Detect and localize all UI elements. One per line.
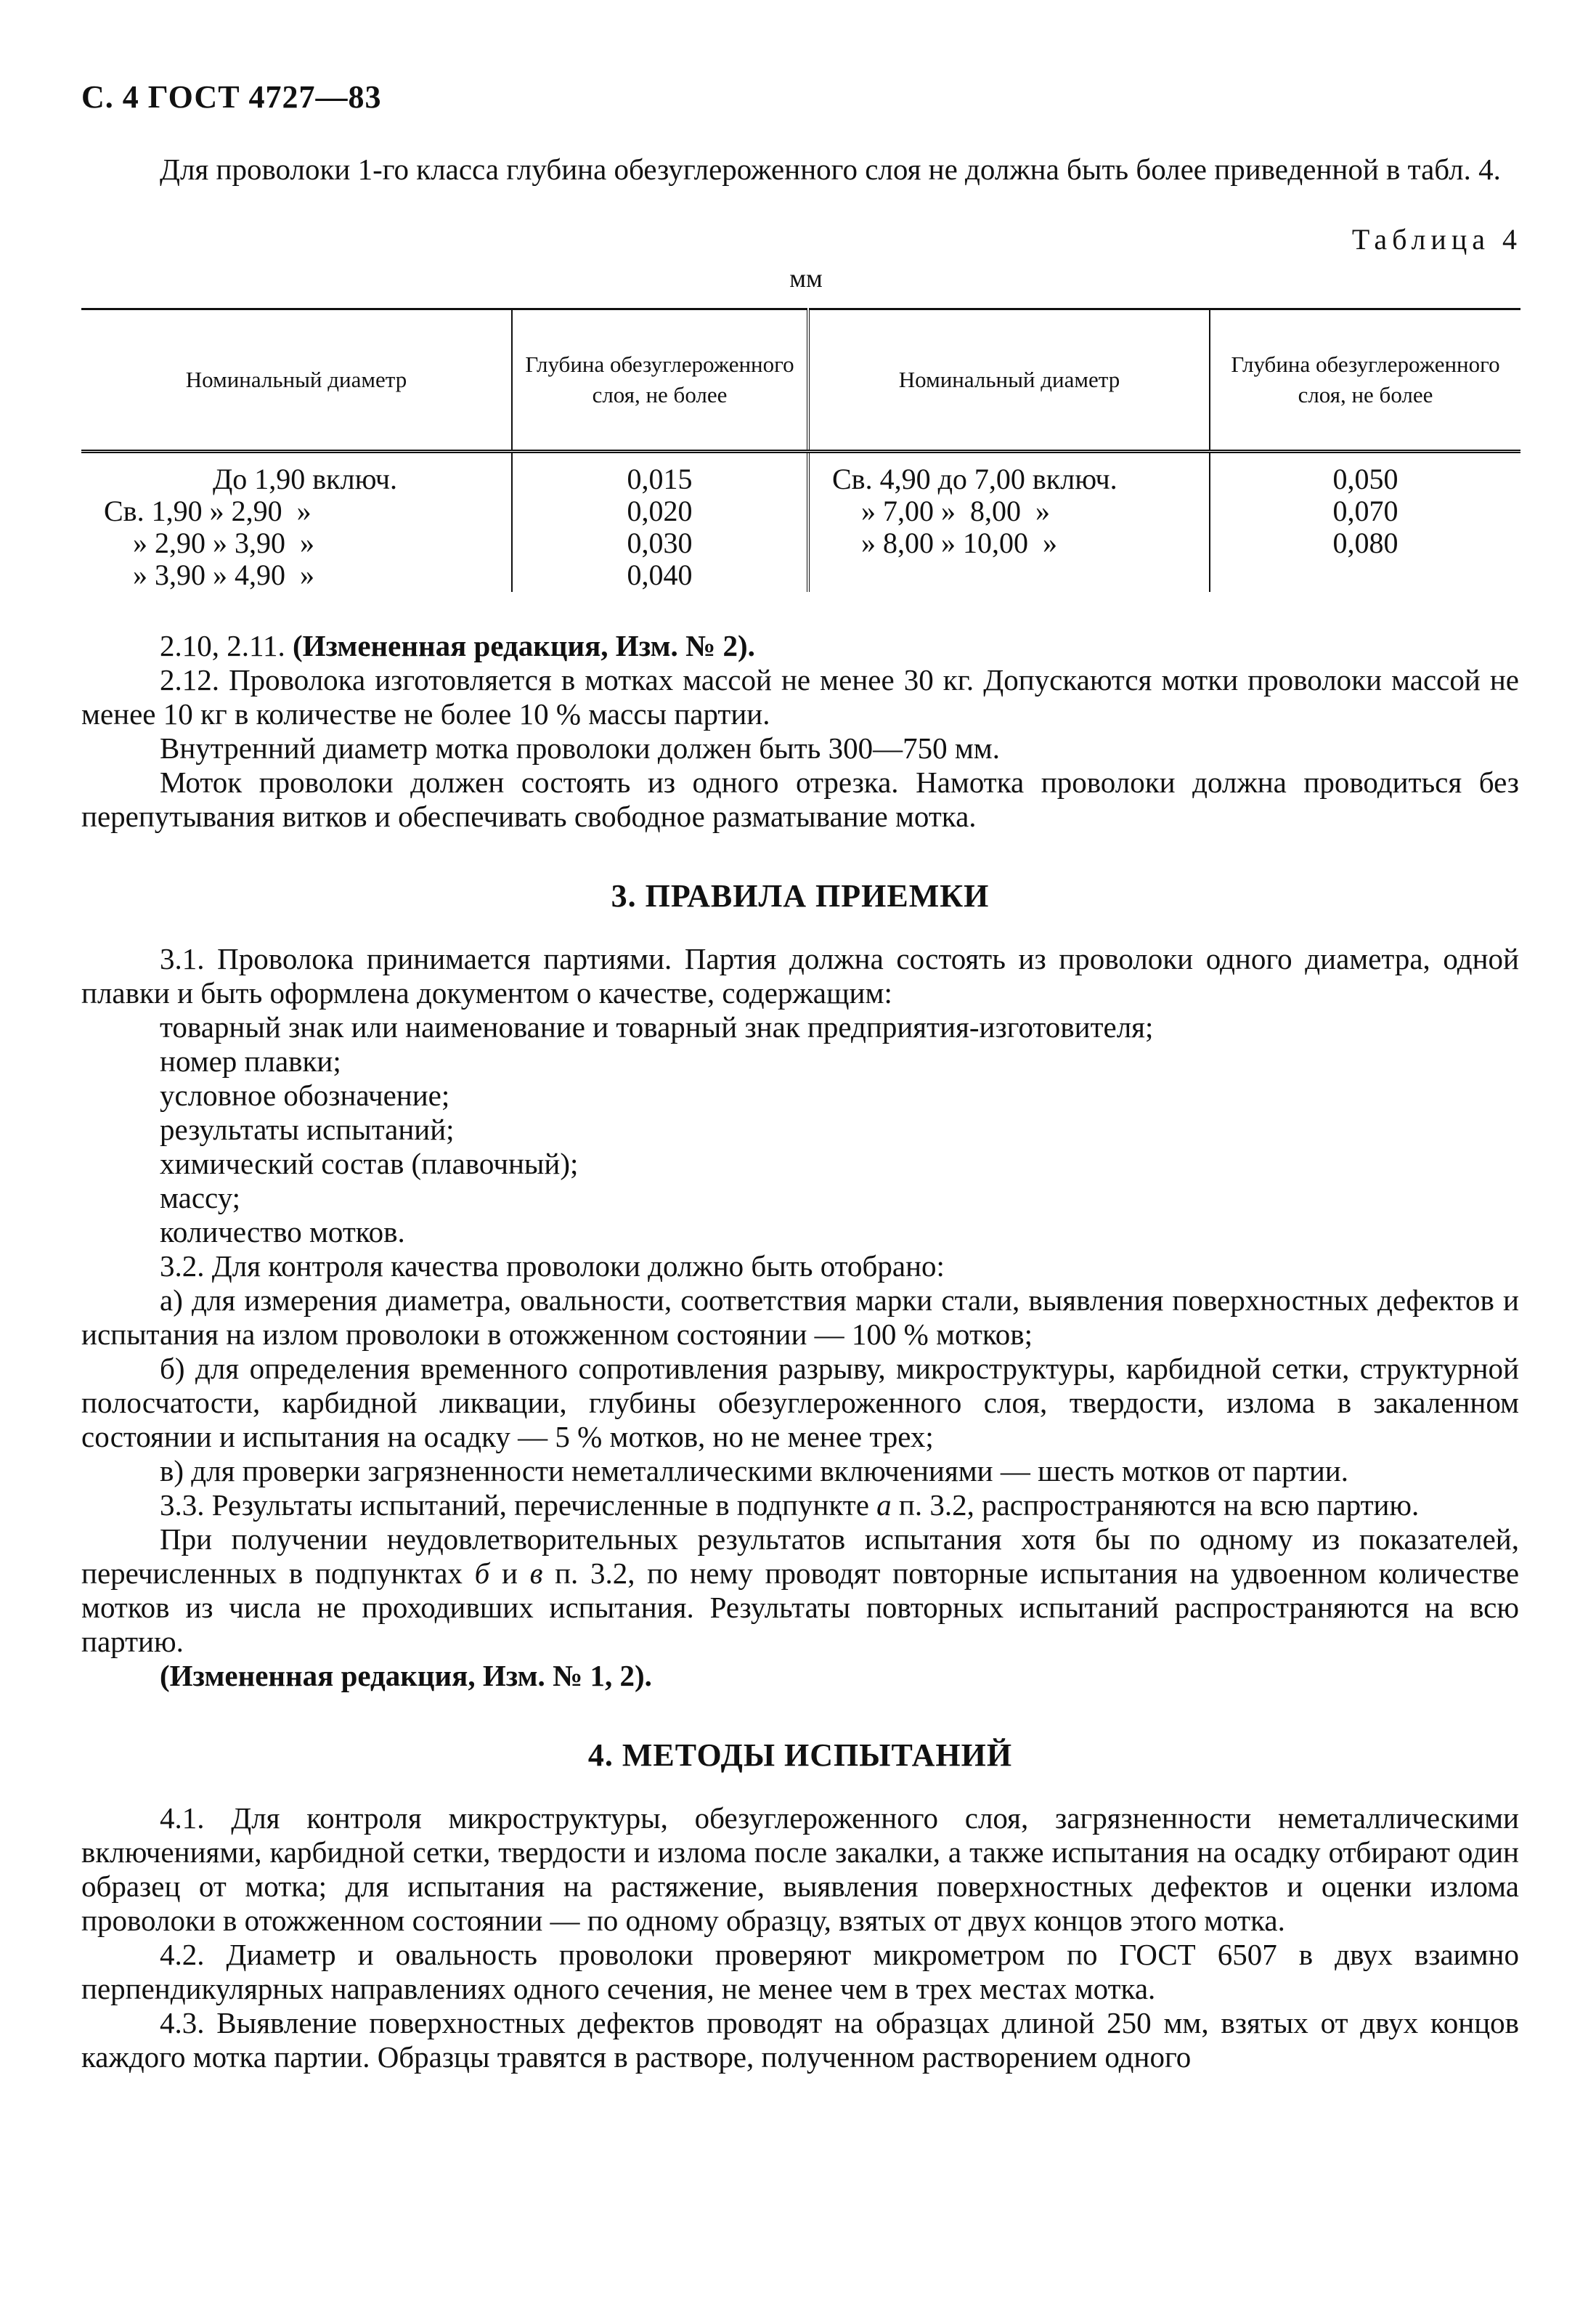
paragraph-3-3 (81, 1488, 1519, 1522)
table-cell: 0,040 (627, 559, 693, 591)
paragraph-3-2: 3.2. Для контроля качества проволоки должно быть отобрано: (160, 1249, 945, 1283)
right-diameter-cell (808, 452, 1210, 593)
table-cell: » 8,00 » 10,00 » (861, 527, 1057, 559)
intro-paragraph (81, 151, 1519, 188)
header-depth-right: Глубина обезуглероженного слоя, не более (1210, 309, 1520, 452)
intro-text: Для проволоки 1-го класса глубина обезуглероженного слоя не должна быть более приведенной в табл. 4. (160, 153, 1501, 186)
table-cell: Св. 4,90 до 7,00 включ. (832, 463, 1117, 495)
paragraph-coil: Моток проволоки должен состоять из одного отрезка. Намотка проволоки должна проводиться без перепутывания витков и обеспечивать свободное разматывание мотка. (81, 766, 1519, 833)
text-run: 3.3. Результаты испытаний, перечисленные в подпункте (160, 1488, 869, 1522)
header-diameter-right: Номинальный диаметр (808, 309, 1210, 452)
paragraph-3-1: 3.1. Проволока принимается партиями. Партия должна состоять из проволоки одного диаметра, одной плавки и быть оформлена документом о качестве, содержащим: (81, 942, 1519, 1010)
header-diameter-left: Номинальный диаметр (81, 309, 512, 452)
paragraph-4-1: 4.1. Для контроля микроструктуры, обезуглероженного слоя, загрязненности неметаллическими включениями, карбидной сетки, твердости и излома после закалки, а также испытания на осадку отбирают один образец от мотка; для испытания на растяжение, выявления поверхностных дефектов и оценки излома проволоки в отожженном состоянии — по одному образцу, взятых от двух концов этого мотка. (81, 1801, 1519, 1937)
paragraph-2-10 (81, 629, 1519, 663)
table-cell: » 7,00 » 8,00 » (861, 495, 1050, 527)
list-item: количество мотков. (160, 1215, 405, 1249)
text-run: и (501, 1556, 518, 1590)
paragraph-3-2-a: а) для измерения диаметра, овальности, соответствия марки стали, выявления поверхностных дефектов и испытания на излом проволоки в отожженном состоянии — 100 % мотков; (81, 1283, 1519, 1351)
list-item: условное обозначение; (160, 1079, 450, 1112)
table-units: мм (789, 264, 823, 293)
subpoint-letter: а (876, 1488, 892, 1522)
decarburization-table (81, 308, 1520, 592)
text-run: п. 3.2, по нему проводят повторные испытания на удвоенном количестве мотков из числа не проходивших испытания. Результаты повторных испытаний распространяются на всю партию. (81, 1556, 1520, 1658)
table-cell: До 1,90 включ. (213, 463, 398, 495)
table-header-row (81, 309, 1520, 452)
paragraph-3-2-v: в) для проверки загрязненности неметаллическими включениями — шесть мотков от партии. (160, 1454, 1348, 1487)
paragraph-retest (81, 1522, 1519, 1659)
list-item: результаты испытаний; (160, 1113, 455, 1146)
paragraph-4-2: 4.2. Диаметр и овальность проволоки проверяют микрометром по ГОСТ 6507 в двух взаимно перпендикулярных направлениях одного сечения, не менее чем в трех местах мотка. (81, 1938, 1519, 2005)
paragraph-inner-diameter: Внутренний диаметр мотка проволоки должен быть 300—750 мм. (160, 731, 1000, 765)
table-cell: 0,020 (627, 495, 693, 527)
table-cell: 0,080 (1332, 527, 1398, 559)
body-text (81, 629, 1519, 2074)
paragraph-number: 2.10, 2.11. (160, 629, 285, 662)
left-depth-cell (512, 452, 808, 593)
table-caption: Таблица 4 (1351, 223, 1522, 256)
section-title-test-methods: 4. МЕТОДЫ ИСПЫТАНИЙ (587, 1737, 1013, 1773)
list-item: массу; (160, 1181, 241, 1214)
header-depth-left: Глубина обезуглероженного слоя, не более (512, 309, 808, 452)
list-item: номер плавки; (160, 1044, 341, 1078)
list-item: химический состав (плавочный); (160, 1147, 579, 1180)
left-diameter-cell (81, 452, 512, 593)
text-run: При получении неудовлетворительных результатов испытания хотя бы по одному из показателей, перечисленных в подпунктах (81, 1522, 1519, 1590)
amendment-note: (Измененная редакция, Изм. № 2). (292, 629, 755, 662)
paragraph-2-12: 2.12. Проволока изготовляется в мотках массой не менее 30 кг. Допускаются мотки проволоки массой не менее 10 кг в количестве не более 10 % массы партии. (81, 663, 1519, 731)
table-cell: 0,015 (627, 463, 693, 495)
table-cell: Св. 1,90 » 2,90 » (104, 495, 312, 527)
paragraph-3-2-b: б) для определения временного сопротивления разрыву, микроструктуры, карбидной сетки, структурной полосчатости, карбидной ликвации, глубины обезуглероженного слоя, твердости, излома в закаленном состоянии и испытания на осадку — 5 % мотков, но не менее трех; (81, 1352, 1519, 1453)
subpoint-letter: б (474, 1556, 490, 1590)
amendment-note: (Измененная редакция, Изм. № 1, 2). (160, 1659, 652, 1692)
table-cell: » 2,90 » 3,90 » (133, 527, 314, 559)
text-run: п. 3.2, распространяются на всю партию. (898, 1488, 1420, 1522)
table-cell: » 3,90 » 4,90 » (133, 559, 314, 591)
page-header: С. 4 ГОСТ 4727—83 (81, 79, 382, 115)
paragraph-4-3: 4.3. Выявление поверхностных дефектов проводят на образцах длиной 250 мм, взятых от двух концов каждого мотка партии. Образцы травятся в растворе, полученном растворением одного (81, 2006, 1519, 2074)
table-cell: 0,050 (1332, 463, 1398, 495)
table-row (81, 452, 1520, 593)
section-title-acceptance: 3. ПРАВИЛА ПРИЕМКИ (611, 878, 990, 914)
list-item: товарный знак или наименование и товарный знак предприятия-изготовителя; (160, 1010, 1154, 1044)
subpoint-letter: в (529, 1556, 543, 1590)
table-cell: 0,030 (627, 527, 693, 559)
right-depth-cell (1210, 452, 1520, 593)
table-cell: 0,070 (1332, 495, 1398, 527)
